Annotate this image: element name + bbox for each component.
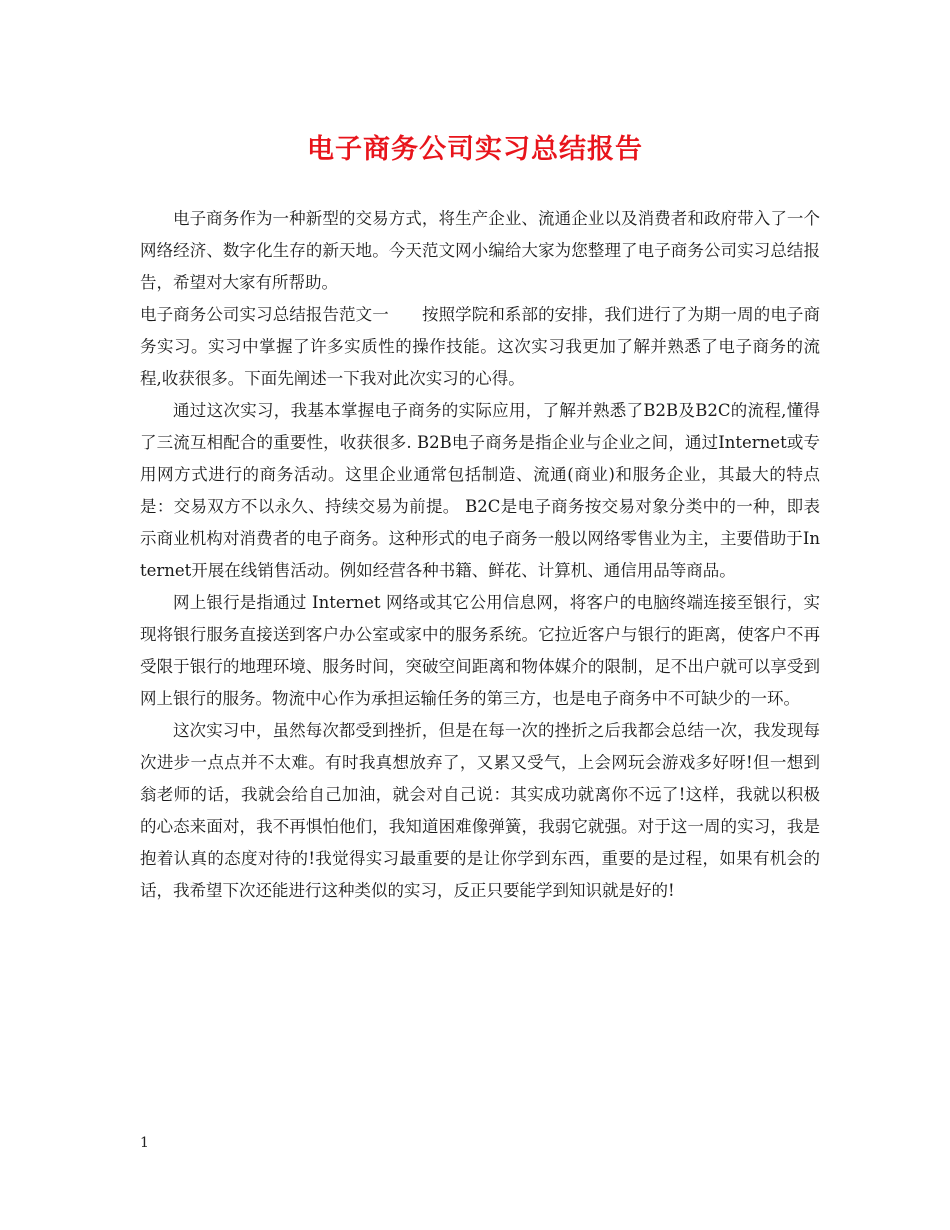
page-number: 1 (140, 1135, 149, 1151)
online-banking-paragraph: 网上银行是指通过 Internet 网络或其它公用信息网，将客户的电脑终端连接至银行，实现将银行服务直接送到客户办公室或家中的服务系统。它拉近客户与银行的距离，使客户不再受限于银行的地理环境、服务时间，突破空间距离和物体媒介的限制，足不出户就可以享受到网上银行的服务。物流中心作为承担运输任务的第三方，也是电子商务中不可缺少的一环。 (140, 593, 820, 708)
b2b-b2c-paragraph: 通过这次实习，我基本掌握电子商务的实际应用，了解并熟悉了B2B及B2C的流程,懂得了三流互相配合的重要性，收获很多. B2B电子商务是指企业与企业之间，通过Internet或专用网方式进行的商务活动。这里企业通常包括制造、流通(商业)和服务企业，其最大的特点是：交易双方不以永久、持续交易为前提。 B2C是电子商务按交易对象分类中的一种，即表示商业机构对消费者的电子商务。这种形式的电子商务一般以网络零售业为主，主要借助于Internet开展在线销售活动。例如经营各种书籍、鲜花、计算机、通信用品等商品。 (140, 401, 820, 580)
document-body (140, 203, 820, 907)
intro-paragraph: 电子商务作为一种新型的交易方式，将生产企业、流通企业以及消费者和政府带入了一个网络经济、数字化生存的新天地。今天范文网小编给大家为您整理了电子商务公司实习总结报告，希望对大家有所帮助。 (140, 209, 820, 292)
reflection-paragraph: 这次实习中，虽然每次都受到挫折，但是在每一次的挫折之后我都会总结一次，我发现每次进步一点点并不太难。有时我真想放弃了，又累又受气，上会网玩会游戏多好呀!但一想到翁老师的话，我就会给自己加油，就会对自己说：其实成功就离你不远了!这样，我就以积极的心态来面对，我不再惧怕他们，我知道困难像弹簧，我弱它就强。对于这一周的实习，我是抱着认真的态度对待的!我觉得实习最重要的是让你学到东西，重要的是过程，如果有机会的话，我希望下次还能进行这种类似的实习，反正只要能学到知识就是好的! (140, 721, 820, 900)
page-title: 电子商务公司实习总结报告 (307, 134, 643, 165)
sample-one-paragraph: 电子商务公司实习总结报告范文一 按照学院和系部的安排，我们进行了为期一周的电子商务实习。实习中掌握了许多实质性的操作技能。这次实习我更加了解并熟悉了电子商务的流程,收获很多。下面先阐述一下我对此次实习的心得。 (140, 305, 820, 388)
